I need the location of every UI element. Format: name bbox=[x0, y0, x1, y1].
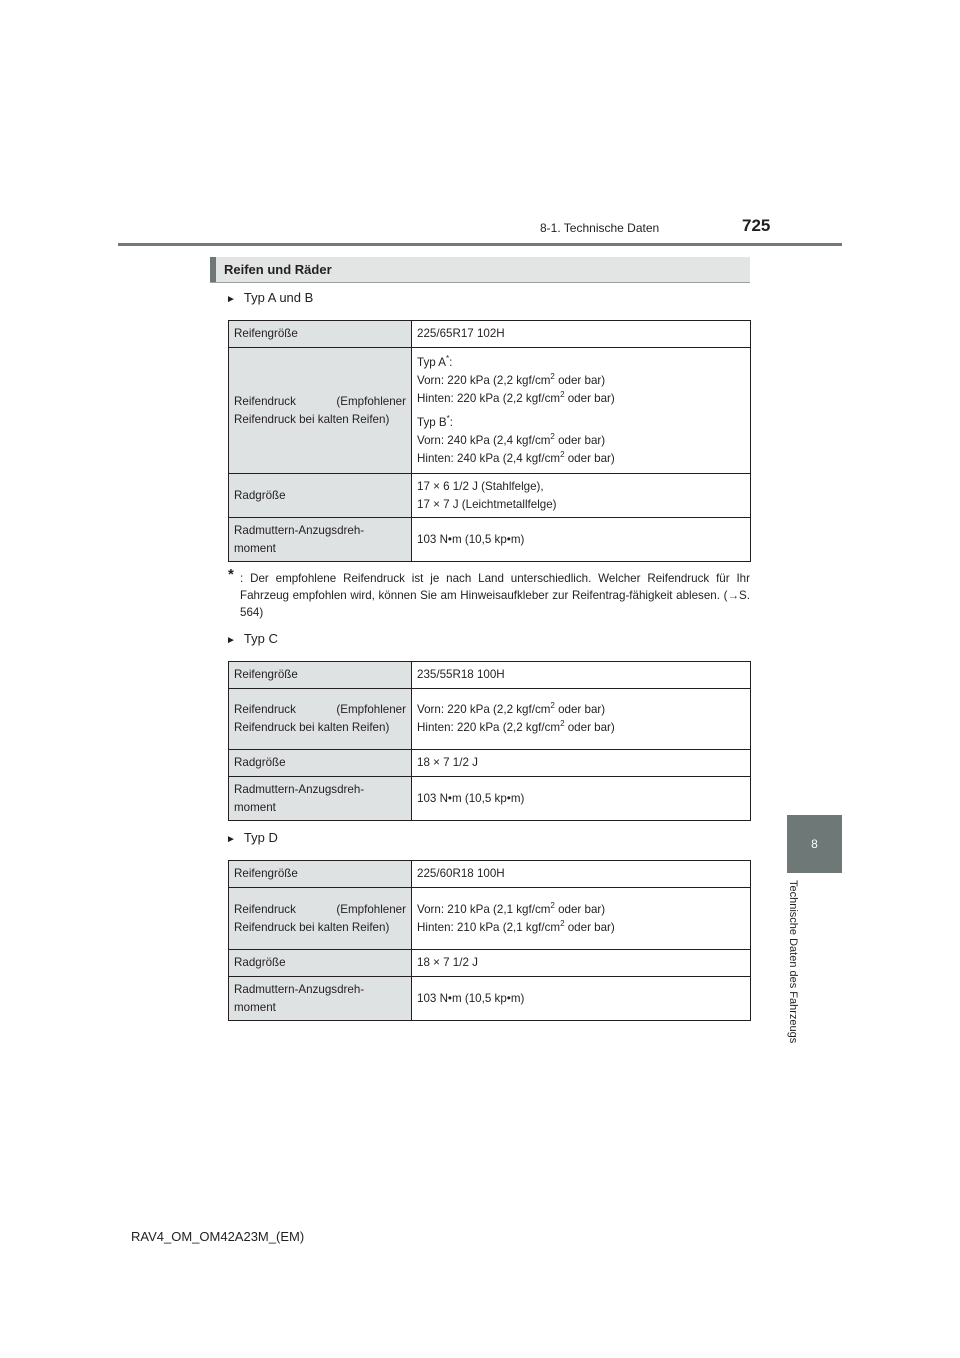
row-value bbox=[412, 888, 751, 950]
row-label: Radmuttern-Anzugsdreh-moment bbox=[229, 518, 412, 562]
pressure-rear: Hinten: 210 kPa (2,1 kgf/$cm^2$ oder bar) bbox=[417, 918, 615, 934]
pressure-type-b: Typ B*: bbox=[417, 413, 454, 429]
row-value: 18 × 7 1/2 J bbox=[412, 750, 751, 777]
row-label: Reifengröße bbox=[229, 662, 412, 689]
spec-table-typ-c bbox=[228, 661, 751, 821]
row-value: 235/55R18 100H bbox=[412, 662, 751, 689]
page-number: 725 bbox=[742, 216, 771, 235]
subheading-typ-d bbox=[226, 830, 278, 845]
row-label: Reifendruck (Empfohlener Reifendruck bei kalten Reifen) bbox=[229, 348, 412, 474]
table-row bbox=[229, 977, 751, 1021]
row-label: Radgröße bbox=[229, 950, 412, 977]
table-row bbox=[229, 321, 751, 348]
row-value: 103 N•m (10,5 kp•m) bbox=[412, 977, 751, 1021]
subheading-text: Typ A und B bbox=[243, 290, 314, 305]
chapter-label: Technische Daten des Fahrzeugs bbox=[787, 880, 799, 1044]
row-label: Reifendruck (Empfohlener Reifendruck bei kalten Reifen) bbox=[229, 689, 412, 750]
footnote bbox=[228, 566, 750, 619]
pressure-front: Vorn: 210 kPa (2,1 kgf/$cm^2$ oder bar) bbox=[417, 900, 606, 916]
table-row bbox=[229, 518, 751, 562]
pressure-rear: Hinten: 240 kPa (2,4 kgf/$cm^2$ oder bar) bbox=[417, 449, 615, 465]
row-value bbox=[412, 689, 751, 750]
row-label: Radgröße bbox=[229, 474, 412, 518]
row-label: Reifengröße bbox=[229, 321, 412, 348]
row-value bbox=[412, 474, 751, 518]
chapter-tab bbox=[787, 815, 842, 873]
document-code: RAV4_OM_OM42A23M_(EM) bbox=[131, 1229, 305, 1244]
row-value: 225/60R18 100H bbox=[412, 861, 751, 888]
table-row bbox=[229, 662, 751, 689]
row-value: 225/65R17 102H bbox=[412, 321, 751, 348]
spec-table-typ-d bbox=[228, 860, 751, 1021]
chapter-number: 8 bbox=[811, 837, 818, 851]
wheel-size-alloy: 17 × 7 J (Leichtmetallfelge) bbox=[417, 497, 557, 511]
row-value: 103 N•m (10,5 kp•m) bbox=[412, 777, 751, 821]
pressure-rear: Hinten: 220 kPa (2,2 kgf/$cm^2$ oder bar) bbox=[417, 719, 615, 734]
triangle-right-icon: ► bbox=[226, 635, 236, 646]
subheading-typ-ab bbox=[226, 290, 313, 305]
row-label: Reifengröße bbox=[229, 861, 412, 888]
spec-table-typ-ab bbox=[228, 320, 751, 562]
row-label: Radmuttern-Anzugsdreh-moment bbox=[229, 977, 412, 1021]
table-row bbox=[229, 474, 751, 518]
section-title-text: Reifen und Räder bbox=[224, 262, 332, 277]
pressure-front: Vorn: 220 kPa (2,2 kgf/$cm^2$ oder bar) bbox=[417, 371, 606, 387]
section-title-bar bbox=[210, 257, 216, 282]
pressure-type-a: Typ A*: bbox=[417, 353, 453, 369]
table-row bbox=[229, 950, 751, 977]
row-label: Radgröße bbox=[229, 750, 412, 777]
table-row bbox=[229, 861, 751, 888]
subheading-text: Typ C bbox=[243, 631, 278, 646]
triangle-right-icon: ► bbox=[226, 834, 236, 845]
table-row bbox=[229, 348, 751, 474]
subheading-typ-c bbox=[226, 631, 278, 646]
table-row bbox=[229, 777, 751, 821]
subheading-text: Typ D bbox=[243, 830, 278, 845]
row-value: 103 N•m (10,5 kp•m) bbox=[412, 518, 751, 562]
row-label: Reifendruck (Empfohlener Reifendruck bei kalten Reifen) bbox=[229, 888, 412, 950]
footnote-text: : Der empfohlene Reifendruck ist je nach Land unterschiedlich. Welcher Reifendruck für Ihr Fahrzeug empfohlen wird, können Sie am Hinweisaufkleber zur Reifentrag-fähigkeit ablesen. (→S. 564) bbox=[240, 572, 750, 619]
row-label: Radmuttern-Anzugsdreh-moment bbox=[229, 777, 412, 821]
footnote-star: * bbox=[228, 566, 234, 583]
header-section-title: 8-1. Technische Daten bbox=[540, 221, 660, 235]
pressure-front: Vorn: 240 kPa (2,4 kgf/$cm^2$ oder bar) bbox=[417, 431, 606, 447]
pressure-rear: Hinten: 220 kPa (2,2 kgf/$cm^2$ oder bar) bbox=[417, 389, 615, 405]
table-row bbox=[229, 750, 751, 777]
row-value: 18 × 7 1/2 J bbox=[412, 950, 751, 977]
table-row bbox=[229, 888, 751, 950]
triangle-right-icon: ► bbox=[226, 294, 236, 305]
wheel-size-steel: 17 × 6 1/2 J (Stahlfelge), bbox=[417, 479, 544, 493]
row-value bbox=[412, 348, 751, 474]
header-rule bbox=[118, 243, 842, 246]
pressure-front: Vorn: 220 kPa (2,2 kgf/$cm^2$ oder bar) bbox=[417, 701, 606, 716]
section-title bbox=[210, 257, 750, 283]
table-row bbox=[229, 689, 751, 750]
